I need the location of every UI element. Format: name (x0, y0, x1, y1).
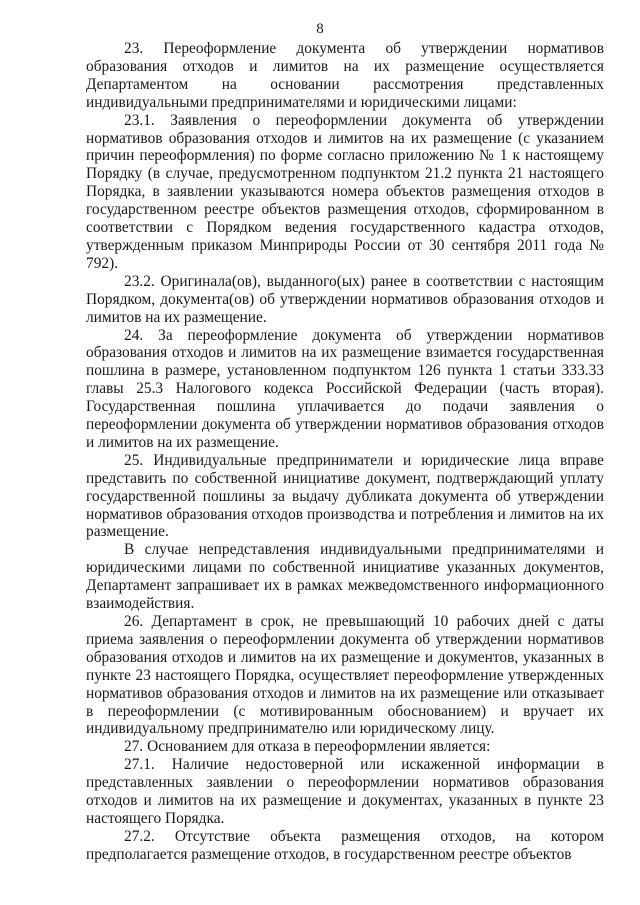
paragraph-25: 25. Индивидуальные предприниматели и юридические лица вправе представить по собственной инициативе документ, подтверждающий уплату государственной пошлины за выдачу дубликата документа об утверждении нормативов образования отходов производства и потребления и лимитов на их размещение. (86, 451, 604, 541)
paragraph-23: 23. Переоформление документа об утверждении нормативов образования отходов и лимитов на их размещение осуществляется Департаментом на основании рассмотрения представленных индивидуальными предпринимателями и юридическими лицами: (86, 40, 604, 111)
paragraph-26: 26. Департамент в срок, не превышающий 10 рабочих дней с даты приема заявления о переоформлении документа об утверждении нормативов образования отходов и лимитов на их размещение и документов, указанных в пункте 23 настоящего Порядка, осуществляет переоформление утвержденных нормативов образования отходов и лимитов на их размещение или отказывает в переоформлении (с мотивированным обоснованием) и вручает их индивидуальному предпринимателю или юридическому лицу. (86, 613, 604, 738)
paragraph-27-1: 27.1. Наличие недостоверной или искаженной информации в представленных заявлении о переоформлении нормативов образования отходов и лимитов на их размещение и документах, указанных в пункте 23 настоящего Порядка. (86, 756, 604, 827)
paragraph-23-1: 23.1. Заявления о переоформлении документа об утверждении нормативов образования отходов и лимитов на их размещение (с указанием причин переоформления) по форме согласно приложению № 1 к настоящему Порядку (в случае, предусмотренном подпунктом 21.2 пункта 21 настоящего Порядка, в заявлении указываются номера объектов размещения отходов в государственном реестре объектов размещения отходов, сформированном в соответствии с Порядком ведения государственного кадастра отходов, утвержденным приказом Минприроды России от 30 сентября 2011 года № 792). (86, 111, 604, 272)
paragraph-24: 24. За переоформление документа об утверждении нормативов образования отходов и лимитов на их размещение взимается государственная пошлина в размере, установленном подпунктом 126 пункта 1 статьи 333.33 главы 25.3 Налогового кодекса Российской Федерации (часть вторая). Государственная пошлина уплачивается до подачи заявления о переоформлении документа об утверждении нормативов образования отходов и лимитов на их размещение. (86, 326, 604, 451)
paragraph-23-2: 23.2. Оригинала(ов), выданного(ых) ранее в соответствии с настоящим Порядком, документа(ов) об утверждении нормативов образования отходов и лимитов на их размещение. (86, 272, 604, 326)
paragraph-25-continued: В случае непредставления индивидуальными предпринимателями и юридическими лицами по собственной инициативе указанных документов, Департамент запрашивает их в рамках межведомственного информационного взаимодействия. (86, 541, 604, 613)
document-body (86, 40, 604, 864)
page-number: 8 (316, 21, 324, 37)
paragraph-27-2: 27.2. Отсутствие объекта размещения отходов, на котором предполагается размещение отходов, в государственном реестре объектов (86, 827, 604, 863)
paragraph-27: 27. Основанием для отказа в переоформлении является: (124, 738, 491, 756)
